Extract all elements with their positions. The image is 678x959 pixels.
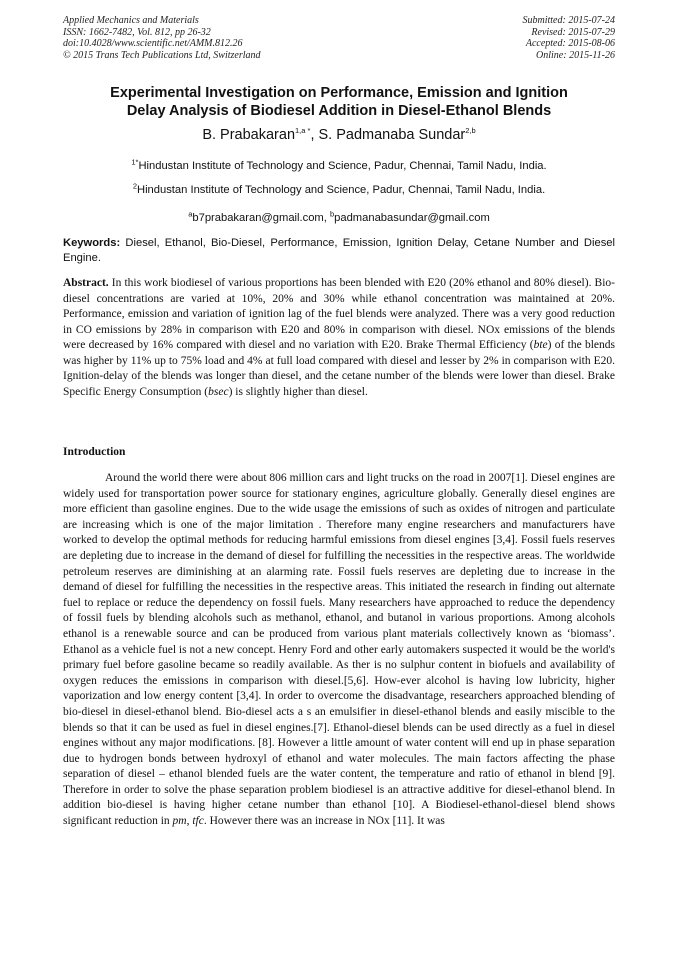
email-b[interactable]: padmanabasundar@gmail.com: [334, 212, 490, 224]
intro-comma: ,: [186, 815, 193, 828]
author-1: B. Prabakaran: [202, 127, 296, 143]
journal-name: Applied Mechanics and Materials: [63, 15, 199, 26]
author-emails: [63, 211, 615, 225]
affiliation-1-text: Hindustan Institute of Technology and Science, Padur, Chennai, Tamil Nadu, India.: [138, 160, 547, 172]
author-list: [63, 126, 615, 144]
author-separator: ,: [310, 127, 319, 143]
journal-info: [63, 15, 261, 61]
affiliation-2: [63, 183, 615, 197]
title-line-2: Delay Analysis of Biodiesel Addition in Diesel-Ethanol Blends: [126, 103, 552, 119]
affiliation-1-mark: 1*: [131, 157, 139, 167]
abstract-bsec: bsec: [208, 385, 229, 398]
online-date: Online: 2015-11-26: [536, 49, 615, 61]
affiliation-1: [63, 159, 615, 173]
intro-pm: pm: [172, 815, 187, 828]
intro-text-1: Around the world there were about 806 million cars and light trucks on the road in 2007[1]. Diesel engines are widely used for transportation power source for stationary engines, agriculture globally. Generally diesel engines are more efficient than gasoline engines. Due to the wide usage the emissions of such as oxides of nitrogen and particulate are increasing which is one of the major limitation . Therefore many engine researchers and manufacturers have worked to develop the optimal methods for reducing harmful emissions from diesel engines [3,4]. Fossil fuels reserves are depleting due to increase in the demand of diesel for fulfilling the necessities in the respective areas. The worldwide petroleum reserves are diminishing at an alarming rate. Fossil fuels reserves are depleting due to increase in the demand of diesel for fulfilling the necessities in the respective areas. This initiated the research in finding out alternate fuel to replace or reduce the dependency on fossil fuels. Many researchers have approached to reduce the dependency of fossil fuels by blending alcohols such as methanol, ethanol, and butanol in various proportions. Among alcohols ethanol is a renewable source and can be produced from various plant materials collectively known as ‘biomass’. Ethanol as a vehicle fuel is not a new concept. Henry Ford and other early automakers suspected it would be the world's primary fuel before gasoline became so readily available. As ther is no sulphur content in biofuels and availability of oxygen reduces the emissions in comparison with diesel.[5,6]. How-ever alcohol is having low lubricity, higher vaporization and low energy content [3,4]. In order to overcome the disadvantage, researchers approached blending of bio-diesel in diesel-ethanol blend. Bio-diesel acts a s an emulsifier in diesel-ethanol blends and easily miscible to the blends so that it can be used as fuel in diesel engines.[7]. Ethanol-diesel blends can be used directly as a fuel in diesel engines without any major modifications. [8]. However a little amount of water content will end up in phase separation due to hydrogen bonds between hydroxyl of ethanol and water molecules. The main factors affecting the phase separation of diesel – ethanol blended fuels are the water content, the temperature and ratio of ethanol in blend [9]. Therefore in order to solve the phase separation problem biodiesel is an attractive additive for diesel-ethanol blend. In addition bio-diesel is having higher cetane number than ethanol [10]. A Biodiesel-ethanol-diesel blend shows significant reduction in: [63, 472, 615, 828]
title-line-1: Experimental Investigation on Performance, Emission and Ignition: [110, 85, 568, 101]
author-2-affiliation: 2,b: [465, 126, 476, 136]
paper-title: [63, 84, 615, 120]
keywords-label: Keywords:: [63, 237, 121, 249]
abstract-text-1: In this work biodiesel of various proportions has been blended with E20 (20% ethanol and 80% diesel). Bio-diesel concentrations are varied at 10%, 20% and 30% while ethanol concentration was maintained at 20%. Performance, emission and variation of ignition lag of the fuel blends were analyzed. There was a very good reduction in CO emissions by 28% in comparison with E20 and 80% in comparison with diesel. NOx emissions of the blends were decreased by 16% compared with diesel and no variation with E20. Brake Thermal Efficiency (: [63, 277, 615, 351]
email-a-mark: a: [188, 209, 193, 219]
accepted-date: Accepted: 2015-08-06: [525, 38, 615, 49]
introduction-paragraph: [63, 471, 615, 830]
keywords-text: Diesel, Ethanol, Bio-Diesel, Performance, Emission, Ignition Delay, Cetane Number and Diesel Engine.: [63, 237, 615, 264]
email-b-mark: b: [329, 209, 335, 219]
submitted-date: Submitted: 2015-07-24: [522, 15, 615, 26]
abstract-text-2: ) of the blends was higher by 11% up to 75% load and 4% at full load compared with diesel and lesser by 2% in comparison with E20. Ignition-delay of the blends was longer than diesel, and the cetane number of the blends were lower than diesel. Brake Specific Energy Consumption (: [63, 339, 615, 398]
issn: ISSN: 1662-7482, Vol. 812, pp 26-32: [63, 26, 211, 38]
affiliation-2-text: Hindustan Institute of Technology and Science, Padur, Chennai, Tamil Nadu, India.: [136, 184, 546, 196]
affiliation-2-mark: 2: [132, 181, 137, 191]
section-heading-introduction: Introduction: [63, 446, 126, 458]
intro-text-2: . However there was an increase in NOx [11]. It was: [203, 815, 445, 828]
doi: doi:10.4028/www.scientific.net/AMM.812.26: [63, 38, 243, 49]
revised-date: Revised: 2015-07-29: [531, 26, 615, 38]
email-a[interactable]: b7prabakaran@gmail.com,: [192, 212, 330, 224]
abstract-text-3: ) is slightly higher than diesel.: [228, 385, 368, 398]
author-1-affiliation: 1,a *: [295, 126, 311, 136]
author-2: S. Padmanaba Sundar: [318, 127, 466, 143]
abstract: [63, 276, 615, 400]
abstract-bte: bte: [533, 339, 548, 351]
copyright: © 2015 Trans Tech Publications Ltd, Switzerland: [63, 49, 261, 61]
publication-dates: [523, 15, 616, 61]
intro-tfc: tfc: [192, 815, 204, 828]
keywords: [63, 236, 615, 265]
abstract-label: Abstract.: [63, 277, 109, 289]
